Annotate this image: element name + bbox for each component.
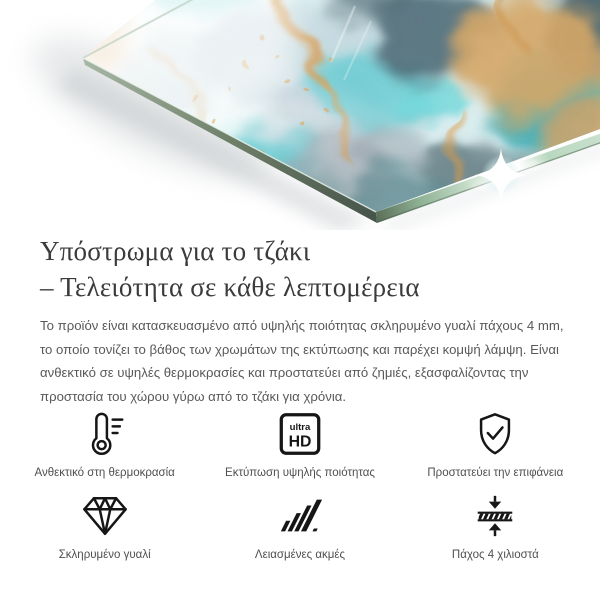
polished-edges-icon [275,492,325,540]
thermometer-heat-icon [80,410,130,458]
ultra-hd-badge-top: ultra [289,422,311,434]
content-section [0,233,600,562]
feature-item-protection [398,410,593,480]
feature-label: Εκτύπωση υψηλής ποιότητας [225,467,375,479]
feature-label: Λειασμένες ακμές [254,549,346,561]
page-title-line-1: Υπόστρωμα για το τζάκι [40,236,311,266]
product-photo [0,0,600,230]
feature-item-thickness [398,492,593,562]
ultra-hd-icon [275,410,325,458]
page-title-line-2: – Τελειότητα σε κάθε λεπτομέρεια [40,272,420,302]
feature-label: Προστατεύει την επιφάνεια [427,467,564,479]
diamond-icon [80,492,130,540]
glass-panel-illustration [0,0,600,230]
product-description: Το προϊόν είναι κατασκευασμένο από υψηλής ποιότητας σκληρυμένο γυαλί πάχους 4 mm, το οποίο τονίζει το βάθος των χρωμάτων της εκτύπωσης και παρέχει κομψή λάμψη. Είναι ανθεκτικό σε υψηλές θερμοκρασίες και προστατεύει από ζημιές, εξασφαλίζοντας την προστασία του χώρου γύρω από το τζάκι για χρόνια. [40,318,564,404]
feature-label: Ανθεκτικό στη θερμοκρασία [34,467,175,479]
feature-item-tempered-glass [7,492,202,562]
feature-item-polished-edges [202,492,397,562]
shield-check-icon [470,410,520,458]
features-grid [7,410,593,562]
feature-item-ultra-hd [202,410,397,480]
feature-label: Πάχος 4 χιλιοστά [451,549,539,561]
feature-label: Σκληρυμένο γυαλί [58,549,151,561]
ultra-hd-badge-bottom: HD [288,433,312,451]
page-title [40,233,560,305]
feature-item-temperature [7,410,202,480]
glass-thickness-icon [470,492,520,540]
